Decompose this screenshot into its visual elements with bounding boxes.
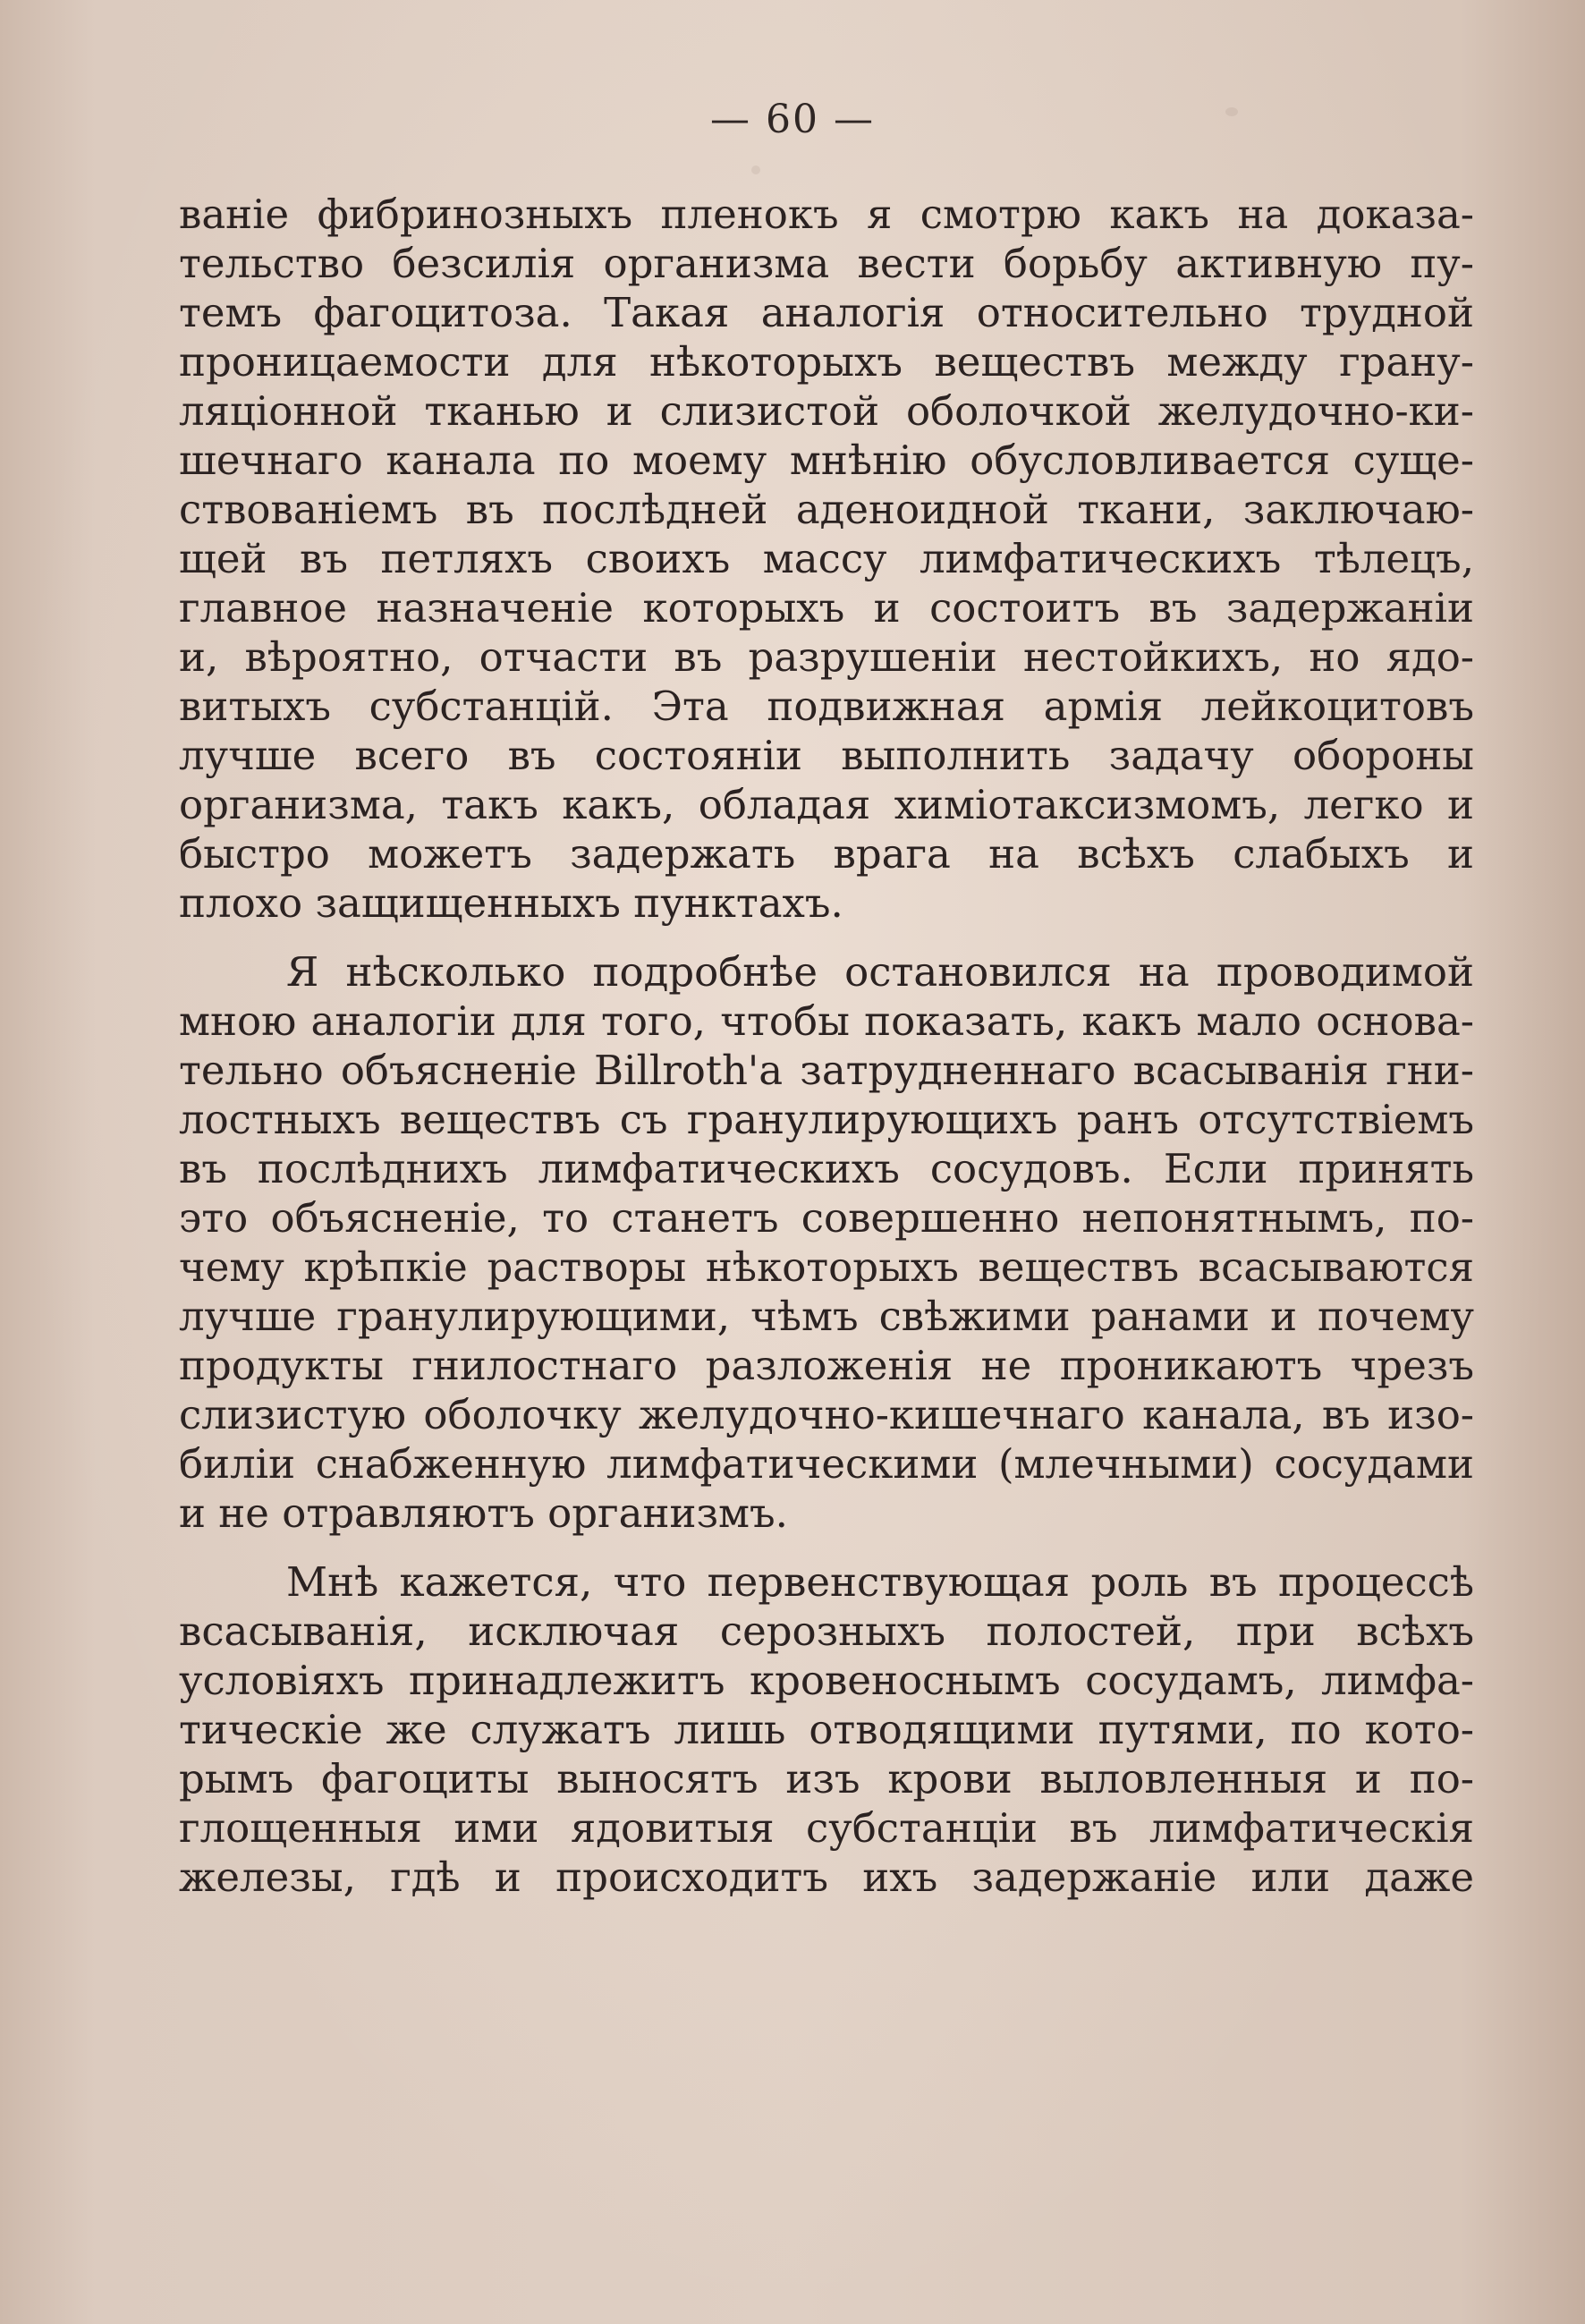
text-line: лучше гранулирующими, чѣмъ свѣжими ранами и почему (179, 1293, 1474, 1340)
text-line: главное назначеніе которыхъ и состоитъ въ задержаніи (179, 584, 1474, 632)
text-line: тическіе же служатъ лишь отводящими путями, по кото- (179, 1706, 1474, 1753)
text-line: это объясненіе, то станетъ совершенно непонятнымъ, по- (179, 1194, 1474, 1242)
text-line: ляціонной тканью и слизистой оболочкой желудочно-ки- (179, 387, 1474, 435)
text-line: ствованіемъ въ послѣдней аденоидной ткани, заключаю- (179, 486, 1474, 533)
paper-speck (751, 165, 760, 174)
text-line: въ послѣднихъ лимфатическихъ сосудовъ. Если принять (179, 1145, 1474, 1192)
text-line: всасыванія, исключая серозныхъ полостей, при всѣхъ (179, 1607, 1474, 1655)
text-line: и, вѣроятно, отчасти въ разрушеніи нестойкихъ, но ядо- (179, 633, 1474, 681)
paragraph-2 (179, 947, 1474, 1538)
text-line: мною аналогіи для того, чтобы показать, какъ мало основа- (179, 997, 1474, 1045)
text-line: организма, такъ какъ, обладая химіотаксизмомъ, легко и (179, 781, 1474, 828)
page-number: — 60 — (710, 97, 875, 142)
text-line: шечнаго канала по моему мнѣнію обусловливается суще- (179, 437, 1474, 484)
paragraph-3 (179, 1557, 1474, 1902)
text-line: слизистую оболочку желудочно-кишечнаго канала, въ изо- (179, 1391, 1474, 1438)
text-line: железы, гдѣ и происходитъ ихъ задержаніе или даже (179, 1853, 1474, 1901)
text-line: Мнѣ кажется, что первенствующая роль въ процессѣ (286, 1558, 1474, 1606)
text-line: условіяхъ принадлежитъ кровеноснымъ сосудамъ, лимфа- (179, 1657, 1474, 1704)
paragraph-gap (179, 928, 1474, 947)
text-line: Я нѣсколько подробнѣе остановился на проводимой (286, 948, 1474, 996)
text-line: глощенныя ими ядовитыя субстанціи въ лимфатическія (179, 1804, 1474, 1852)
text-line: продукты гнилостнаго разложенія не проникаютъ чрезъ (179, 1342, 1474, 1389)
text-line: быстро можетъ задержать врага на всѣхъ слабыхъ и (179, 830, 1474, 878)
text-line: витыхъ субстанцій. Эта подвижная армія лейкоцитовъ (179, 683, 1474, 730)
paragraph-gap (179, 1538, 1474, 1557)
text-line: и не отравляютъ организмъ. (179, 1489, 788, 1537)
body-text (179, 190, 1474, 1902)
text-line: проницаемости для нѣкоторыхъ веществъ между грану- (179, 338, 1474, 386)
text-line: ваніе фибринозныхъ пленокъ я смотрю какъ на доказа- (179, 191, 1474, 238)
text-line: биліи снабженную лимфатическими (млечными) сосудами (179, 1440, 1474, 1488)
text-line: тельство безсилія организма вести борьбу активную пу- (179, 240, 1474, 287)
text-line: рымъ фагоциты выносятъ изъ крови выловленныя и по- (179, 1755, 1474, 1802)
text-line: плохо защищенныхъ пунктахъ. (179, 879, 843, 927)
text-line: темъ фагоцитоза. Такая аналогія относительно трудной (179, 289, 1474, 336)
text-line: чему крѣпкіе растворы нѣкоторыхъ веществъ всасываются (179, 1243, 1474, 1291)
paragraph-1 (179, 190, 1474, 928)
text-line: тельно объясненіе Billroth'a затрудненнаго всасыванія гни- (179, 1047, 1474, 1094)
text-line: лучше всего въ состояніи выполнить задачу обороны (179, 732, 1474, 779)
text-line: лостныхъ веществъ съ гранулирующихъ ранъ отсутствіемъ (179, 1096, 1474, 1143)
text-line: щей въ петляхъ своихъ массу лимфатическихъ тѣлецъ, (179, 535, 1474, 582)
